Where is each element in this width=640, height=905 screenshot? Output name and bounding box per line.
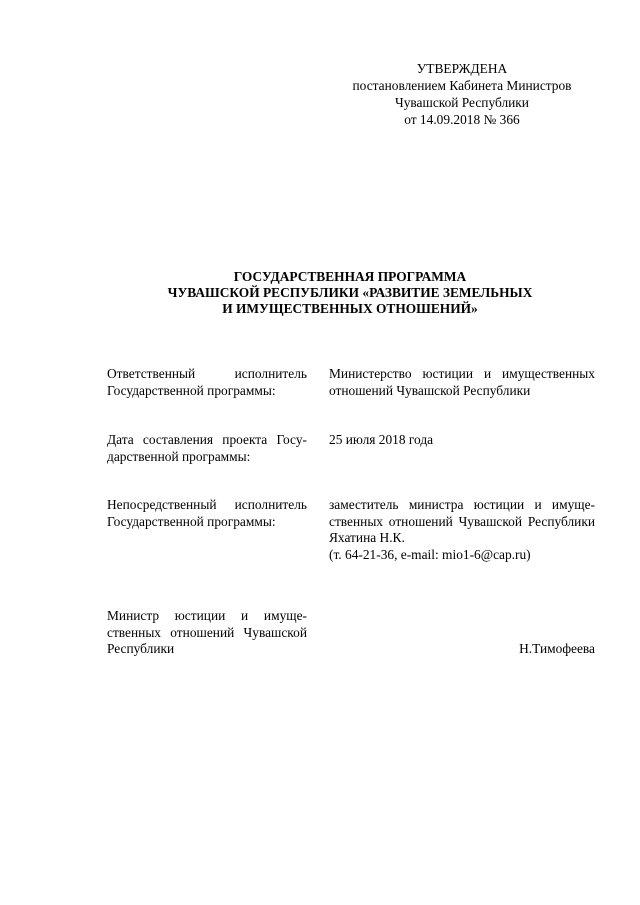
direct-executor-name: заместитель министра юстиции и имущественных отношений Чувашской Республики Яхатина Н.К. — [329, 497, 595, 545]
direct-executor-contacts: (т. 64-21-36, e-mail: mio1-6@cap.ru) — [329, 546, 531, 562]
title-line-3: И ИМУЩЕСТВЕННЫХ ОТНОШЕНИЙ» — [222, 301, 478, 316]
signatory-position: Министр юстиции и имущественных отношений Чувашской Республики — [107, 608, 307, 656]
title-line-1: ГОСУДАРСТВЕННАЯ ПРОГРАММА — [233, 269, 467, 284]
approval-republic: Чувашской Республики — [395, 95, 529, 110]
responsible-executor-label: Ответственный исполнитель Государственной программы: — [107, 366, 307, 398]
responsible-executor-value: Министерство юстиции и имущественных отношений Чувашской Республики — [329, 366, 595, 398]
approval-date-number: от 14.09.2018 № 366 — [404, 112, 520, 127]
signatory-name: Н.Тимофеева — [519, 641, 595, 656]
approval-status: УТВЕРЖДЕНА — [416, 61, 508, 76]
direct-executor-value — [329, 497, 595, 563]
draft-date-value: 25 июля 2018 года — [329, 432, 434, 447]
approval-decree: постановлением Кабинета Министров — [352, 78, 572, 93]
document-title — [100, 269, 600, 317]
approval-stamp — [330, 60, 594, 128]
title-line-2: ЧУВАШСКОЙ РЕСПУБЛИКИ «РАЗВИТИЕ ЗЕМЕЛЬНЫХ — [167, 285, 533, 300]
direct-executor-label: Непосредственный исполнитель Государственной программы: — [107, 497, 307, 529]
draft-date-label: Дата составления проекта Государственной программы: — [107, 432, 307, 464]
